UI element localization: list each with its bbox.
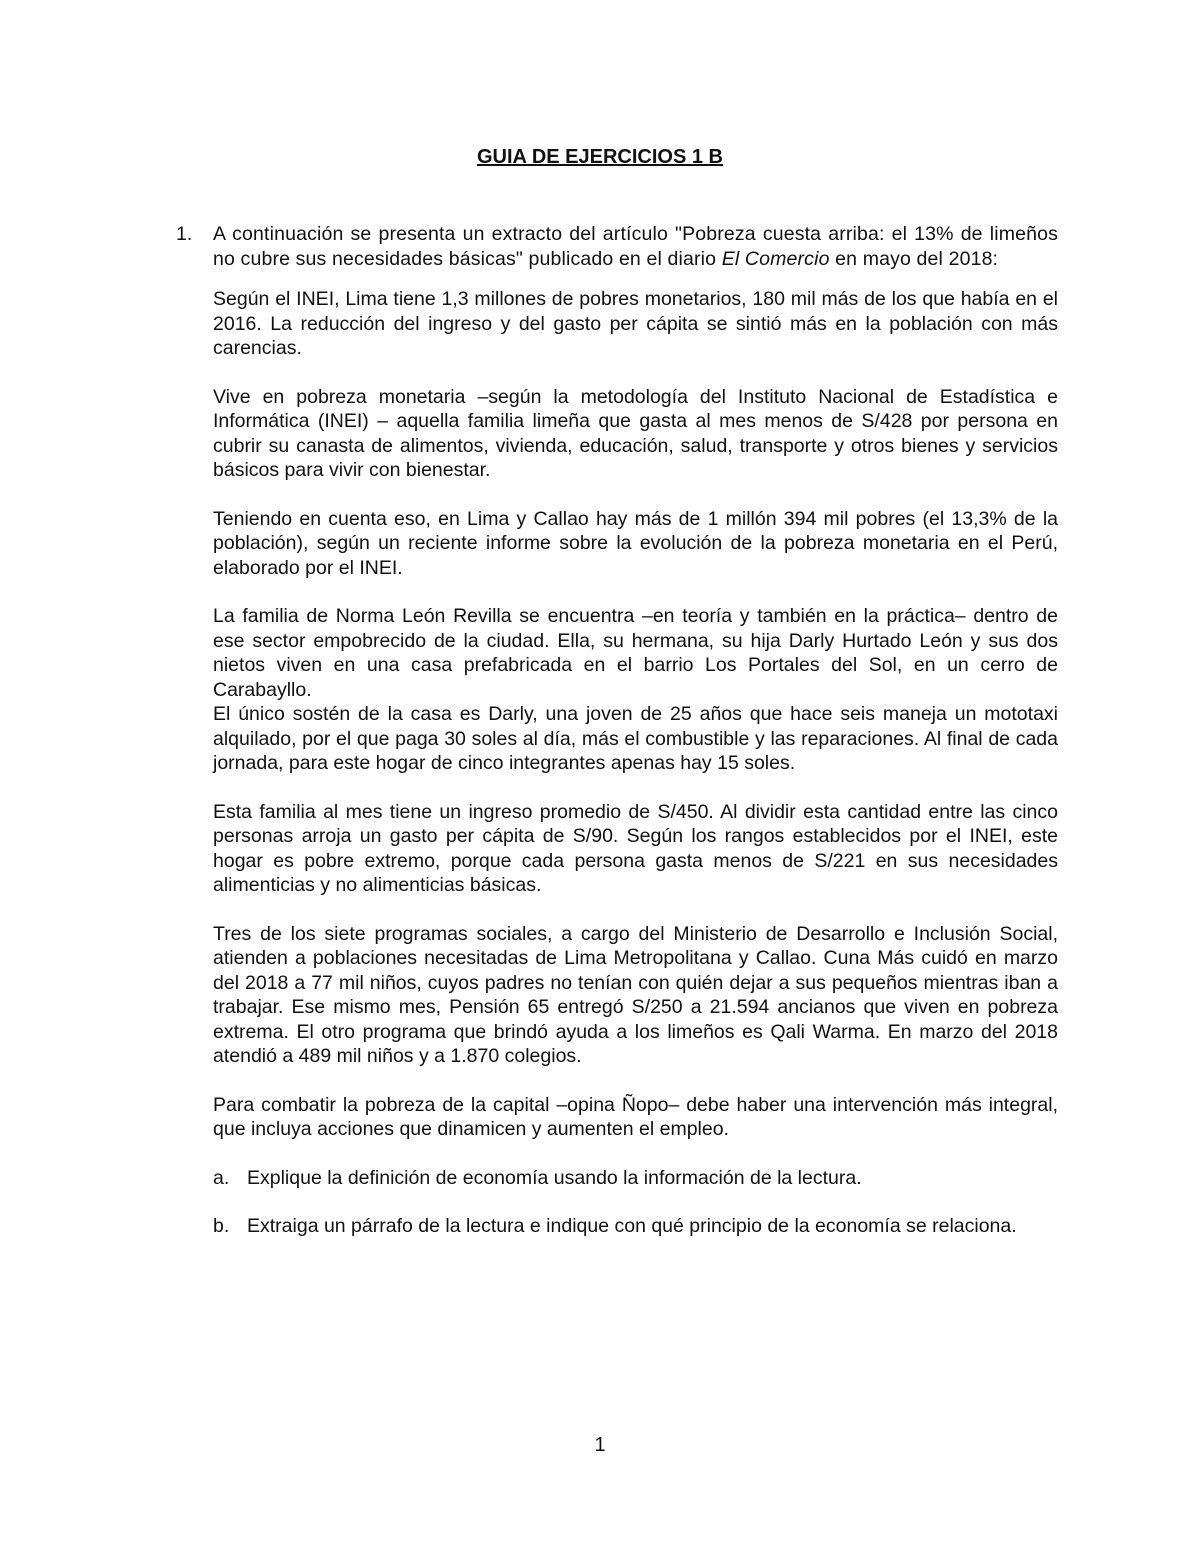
article-excerpt <box>213 287 1058 1142</box>
page-number: 1 <box>594 1434 606 1456</box>
question-body <box>213 222 1058 1239</box>
excerpt-paragraph: Teniendo en cuenta eso, en Lima y Callao hay más de 1 millón 394 mil pobres (el 13,3% de la población), según un reciente informe sobre la evolución de la pobreza monetaria en el Perú, elaborado por el INEI. <box>213 507 1058 579</box>
excerpt-paragraph: Para combatir la pobreza de la capital –opina Ñopo– debe haber una intervención más integral, que incluya acciones que dinamicen y aumenten el empleo. <box>213 1093 1058 1140</box>
subquestion-text: Explique la definición de economía usando la información de la lectura. <box>247 1166 862 1189</box>
intro-text-end: en mayo del 2018: <box>829 247 999 270</box>
excerpt-paragraph: Esta familia al mes tiene un ingreso promedio de S/450. Al dividir esta cantidad entre las cinco personas arroja un gasto per cápita de S/90. Según los rangos establecidos por el INEI, este hogar es pobre extremo, porque cada persona gasta menos de S/221 en sus necesidades alimenticias y no alimenticias básicas. <box>213 800 1058 896</box>
subquestion-letter: a. <box>213 1166 230 1189</box>
excerpt-paragraph: Vive en pobreza monetaria –según la metodología del Instituto Nacional de Estadística e Informática (INEI) – aquella familia limeña que gasta al mes menos de S/428 por persona en cubrir su canasta de alimentos, vivienda, educación, salud, transporte y otros bienes y servicios básicos para vivir con bienestar. <box>213 385 1058 481</box>
subquestion-letter: b. <box>213 1215 230 1237</box>
subquestion-a <box>213 1166 1058 1191</box>
subquestion-b <box>213 1214 1058 1239</box>
excerpt-paragraph: La familia de Norma León Revilla se encuentra –en teoría y también en la práctica– dentro de ese sector empobrecido de la ciudad. Ella, su hermana, su hija Darly Hurtado León y sus dos nietos viven en una casa prefabricada en el barrio Los Portales del Sol, en un cerro de Carabayllo. <box>213 605 1058 701</box>
intro-text: A continuación se presenta un extracto del artículo "Pobreza cuesta arriba: el 13% de limeños no cubre sus necesidades básicas" publicado en el diario <box>213 223 1058 270</box>
subquestion-text: Extraiga un párrafo de la lectura e indique con qué principio de la economía se relaciona. <box>247 1215 1017 1237</box>
excerpt-paragraph: Según el INEI, Lima tiene 1,3 millones de pobres monetarios, 180 mil más de los que había en el 2016. La reducción del ingreso y del gasto per cápita se sintió más en la población con más carencias. <box>213 288 1058 359</box>
question-intro <box>213 222 1058 271</box>
excerpt-paragraph: Tres de los siete programas sociales, a cargo del Ministerio de Desarrollo e Inclusión Social, atienden a poblaciones necesitadas de Lima Metropolitana y Callao. Cuna Más cuidó en marzo del 2018 a 77 mil niños, cuyos padres no tenían con quién dejar a sus pequeños mientras iban a trabajar. Ese mismo mes, Pensión 65 entregó S/250 a 21.594 ancianos que viven en pobreza extrema. El otro programa que brindó ayuda a los limeños es Qali Warma. En marzo del 2018 atendió a 489 mil niños y a 1.870 colegios. <box>213 922 1058 1067</box>
excerpt-paragraph: El único sostén de la casa es Darly, una joven de 25 años que hace seis maneja un mototaxi alquilado, por el que paga 30 soles al día, más el combustible y las reparaciones. Al final de cada jornada, para este hogar de cinco integrantes apenas hay 15 soles. <box>213 703 1058 774</box>
question-number: 1. <box>176 223 193 245</box>
question-1 <box>176 222 1058 1263</box>
page-title: GUIA DE EJERCICIOS 1 B <box>477 146 723 168</box>
newspaper-name: El Comercio <box>721 247 830 270</box>
